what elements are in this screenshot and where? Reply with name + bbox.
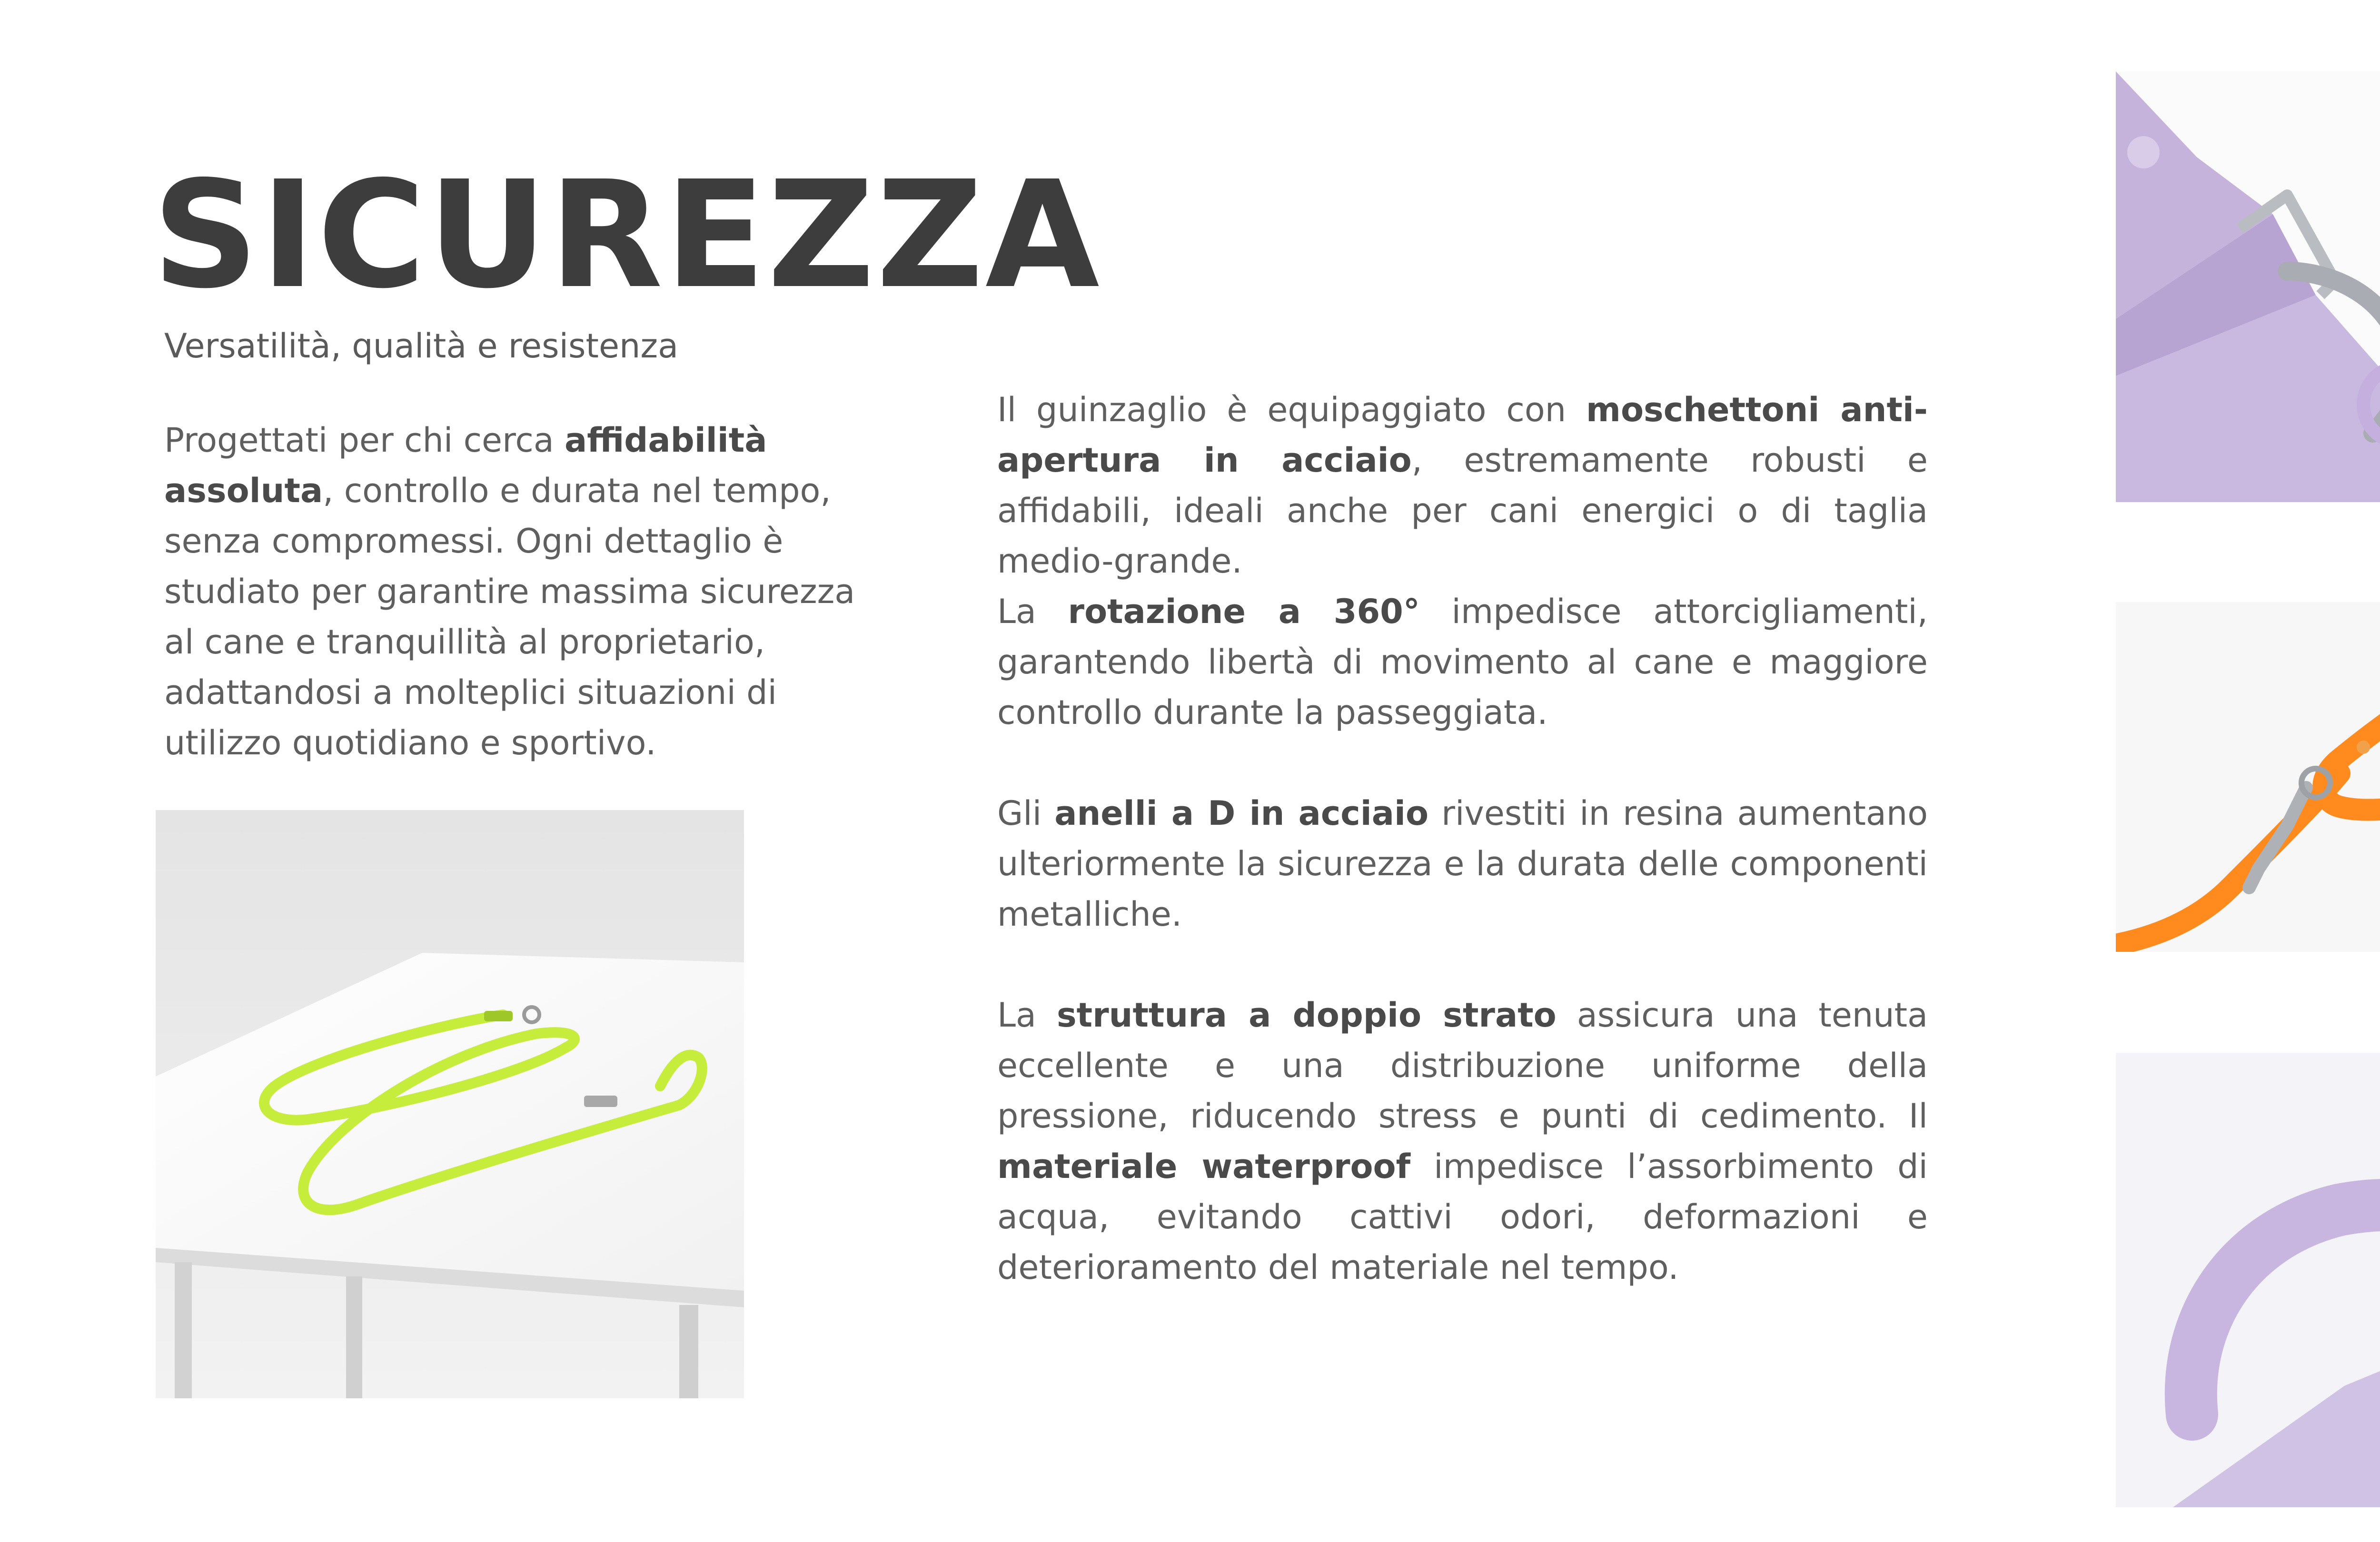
leash-on-table-photo (156, 810, 744, 1398)
paragraph-highlight: rotazione a 360° (1068, 592, 1420, 631)
paragraph-text: impedisce attorcigliamenti, garantendo libertà di movimento al cane e maggiore controllo durante la passeggiata. (997, 592, 1928, 732)
feature-paragraph-d-rings (997, 788, 1928, 939)
intro-text: , controllo e durata nel tempo, senza compromessi. Ogni dettaglio è studiato per garantire massima sicurezza al cane e tranquillità al proprietario, adattandosi a molteplici situazioni di utilizzo quotidiano e sportivo. (164, 471, 855, 762)
paragraph-highlight: materiale waterproof (997, 1147, 1411, 1186)
lavender-carabiner-photo (2116, 71, 2380, 502)
paragraph-text: Il guinzaglio è equipaggiato con (997, 390, 1587, 429)
paragraph-text: rivestiti in resina aumentano ulteriormente la sicurezza e la durata delle componenti metalliche. (997, 794, 1928, 934)
orange-leash-hand-photo (2116, 602, 2380, 952)
paragraph-text: , estremamente robusti e affidabili, ideali anche per cani energici o di taglia medio-grande. (997, 441, 1928, 581)
paragraph-text: Gli (997, 794, 1055, 833)
page-subtitle: Versatilità, qualità e resistenza (164, 326, 679, 366)
paragraph-text: La (997, 996, 1057, 1035)
paragraph-highlight: moschettoni anti-apertura in acciaio (997, 390, 1928, 480)
intro-paragraph (164, 415, 869, 768)
feature-paragraph-carabiners (997, 385, 1928, 586)
intro-text: Progettati per chi cerca (164, 421, 565, 460)
paragraph-text: impedisce l’assorbimento di acqua, evitando cattivi odori, deformazioni e deterioramento del materiale nel tempo. (997, 1147, 1928, 1287)
paragraph-text: assicura una tenuta eccellente e una distribuzione uniforme della pressione, riducendo stress e punti di cedimento. Il (997, 996, 1928, 1136)
paragraph-text: La (997, 592, 1068, 631)
paragraph-highlight: struttura a doppio strato (1056, 996, 1557, 1035)
feature-paragraph-rotation (997, 586, 1928, 738)
feature-paragraph-structure (997, 990, 1928, 1293)
intro-highlight: affidabilità assoluta (164, 421, 767, 510)
paragraph-highlight: anelli a D in acciaio (1054, 794, 1429, 833)
lavender-d-ring-photo (2116, 1053, 2380, 1507)
page-title: SICUREZZA (152, 149, 1101, 321)
